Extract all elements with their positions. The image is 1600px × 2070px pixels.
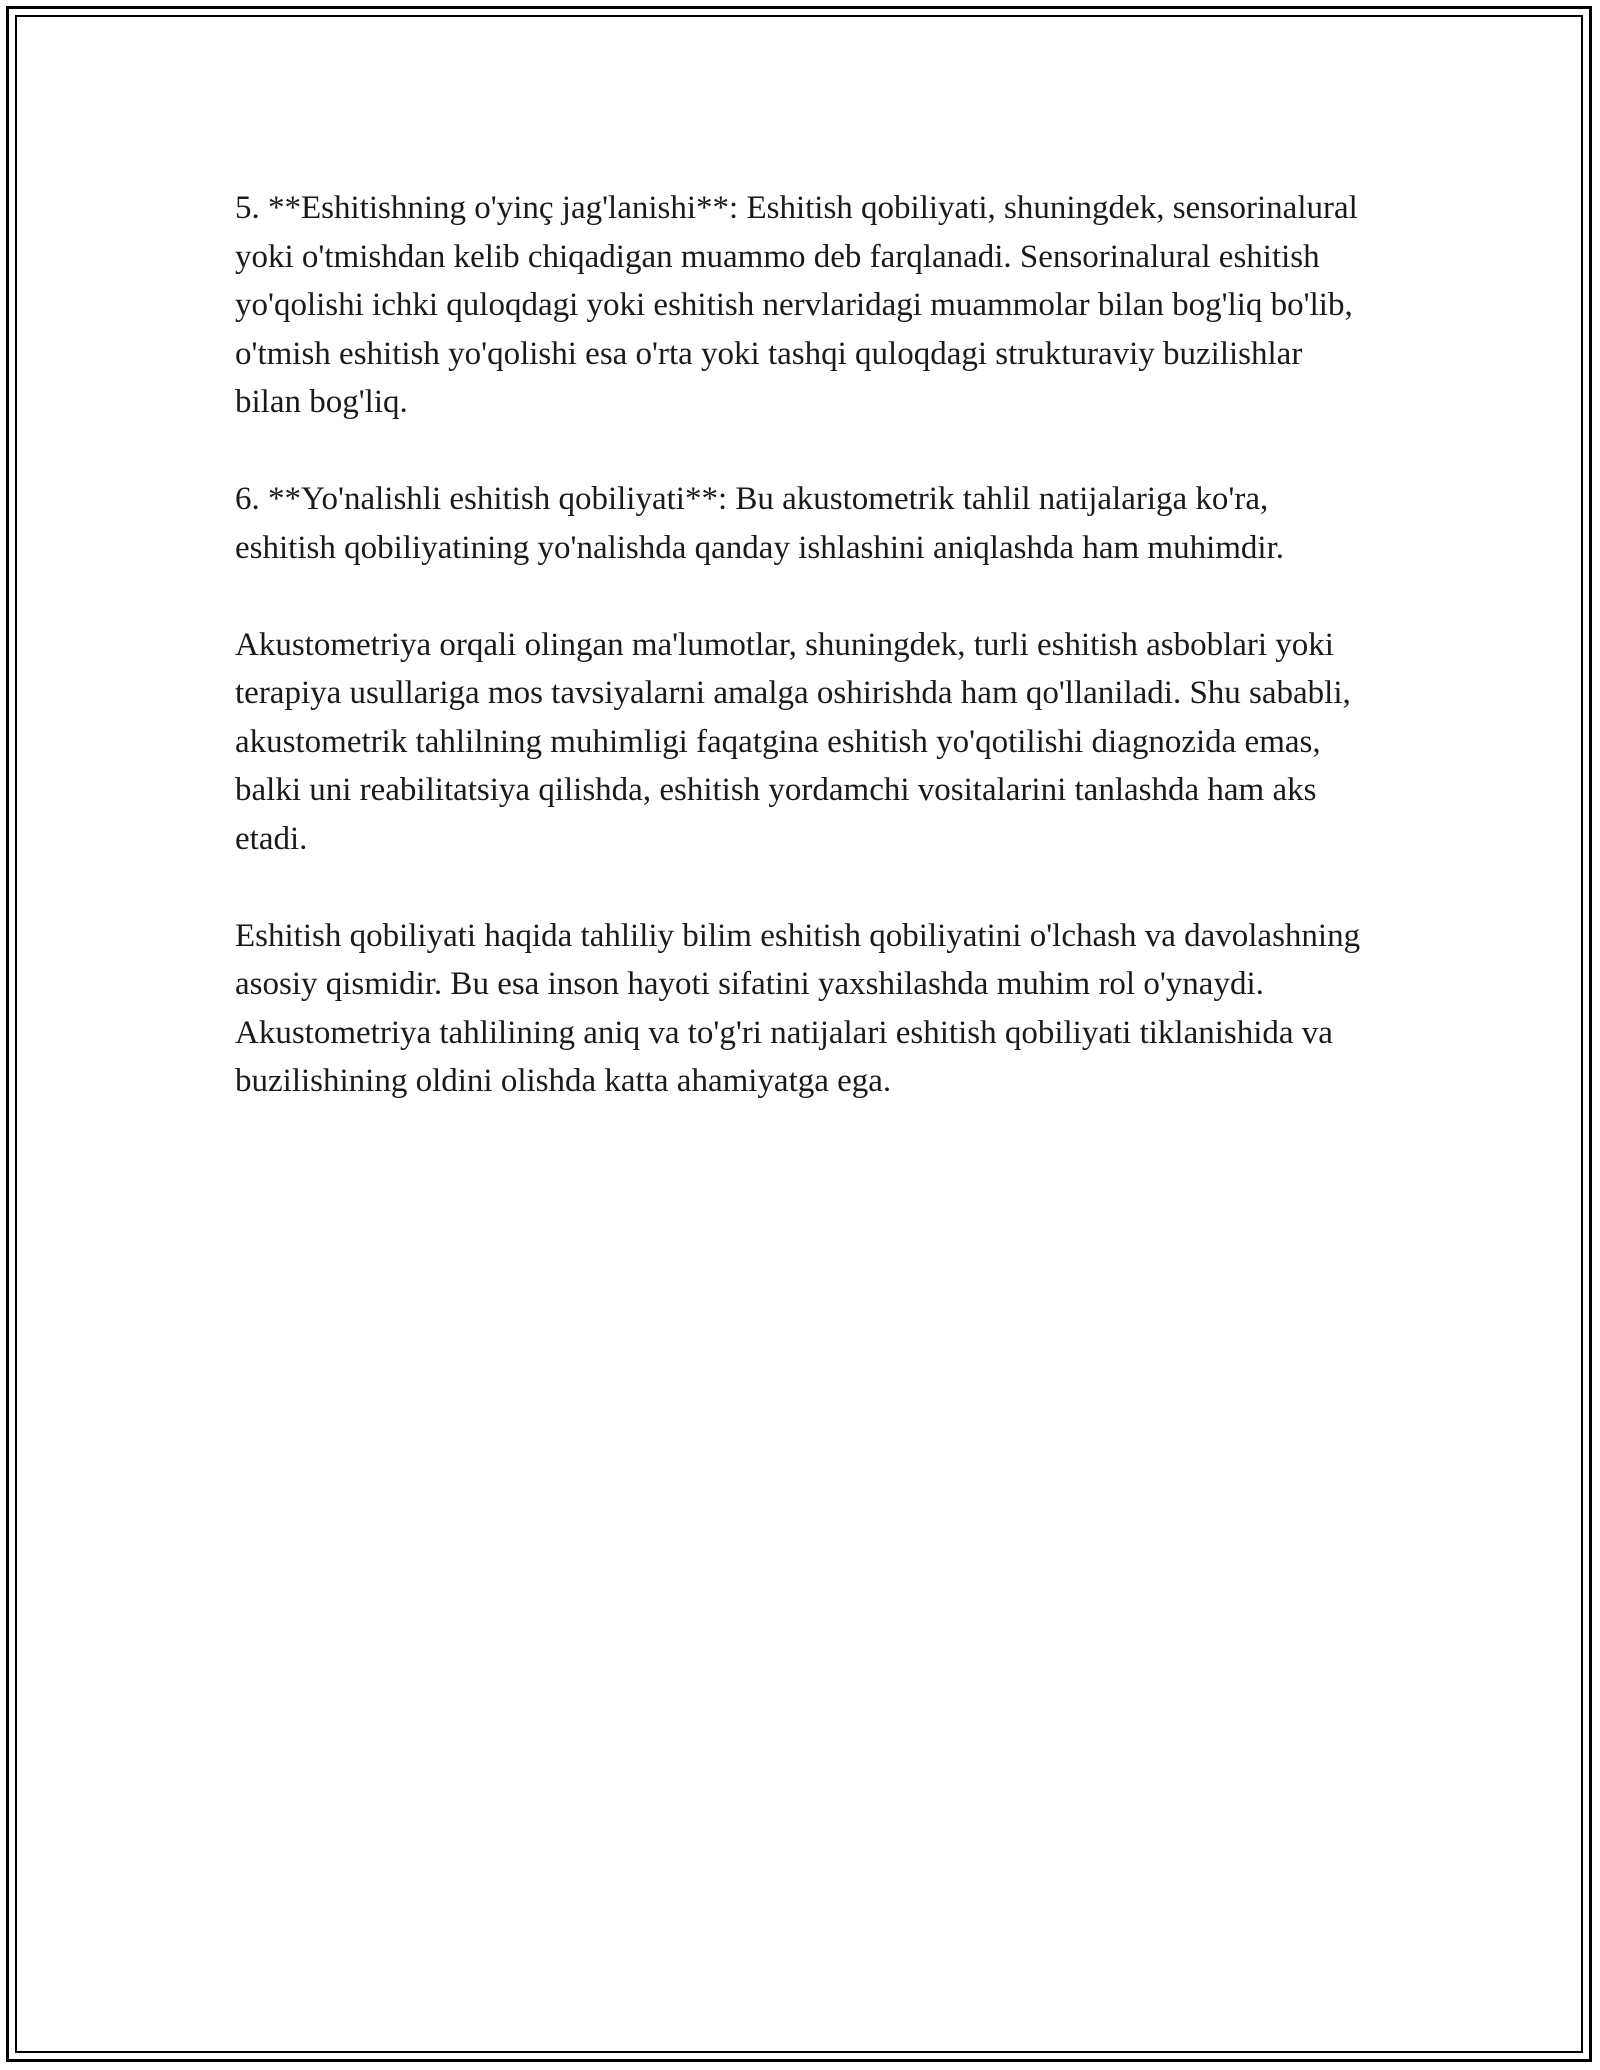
paragraph-conclusion: Eshitish qobiliyati haqida tahliliy bilim eshitish qobiliyatini o'lchash va davolashning asosiy qismidir. Bu esa inson hayoti sifatini yaxshilashda muhim rol o'ynaydi. Akustometriya tahlilining aniq va to'g'ri natijalari eshitish qobiliyati tiklanishida va buzilishining oldini olishda katta ahamiyatga ega. <box>235 917 1361 1099</box>
document-body <box>235 184 1365 1154</box>
paragraph-directional-hearing: 6. **Yo'nalishli eshitish qobiliyati**: Bu akustometrik tahlil natijalariga ko'ra, eshitish qobiliyatining yo'nalishda qanday ishlashini aniqlashda ham muhimdir. <box>235 481 1284 566</box>
paragraph-hearing-loss-types: 5. **Eshitishning o'yinç jag'lanishi**: Eshitish qobiliyati, shuningdek, sensorinalural yoki o'tmishdan kelib chiqadigan muammo deb farqlanadi. Sensorinalural eshitish yo'qolishi ichki quloqdagi yoki eshitish nervlaridagi muammolar bilan bog'liq bo'lib, o'tmish eshitish yo'qolishi esa o'rta yoki tashqi quloqdagi strukturaviy buzilishlar bilan bog'liq. <box>235 190 1358 420</box>
paragraph-acoustometry-data: Akustometriya orqali olingan ma'lumotlar, shuningdek, turli eshitish asboblari yoki terapiya usullariga mos tavsiyalarni amalga oshirishda ham qo'llaniladi. Shu sababli, akustometrik tahlilning muhimligi faqatgina eshitish yo'qotilishi diagnozida emas, balki uni reabilitatsiya qilishda, eshitish yordamchi vositalarini tanlashda ham aks etadi. <box>235 626 1351 857</box>
